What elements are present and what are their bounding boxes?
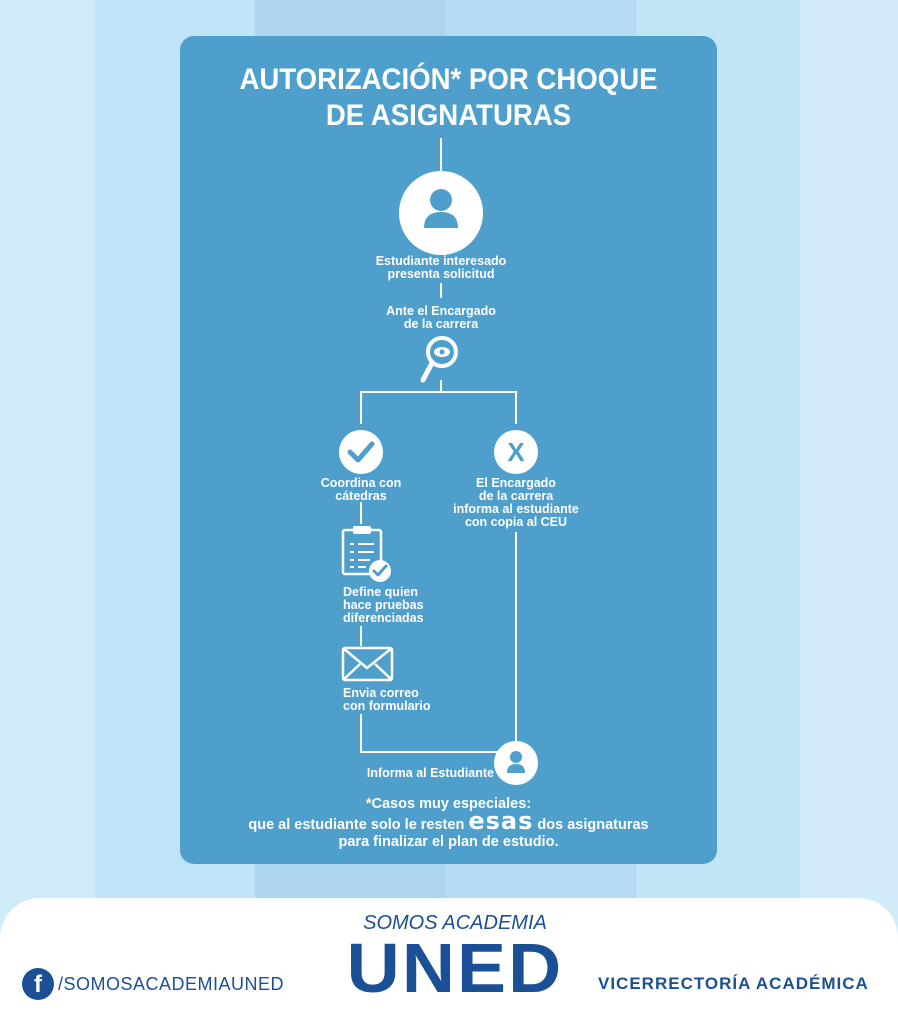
rejected-label: [441, 477, 591, 529]
step2-label: [341, 305, 541, 331]
rejected-label-line-4: con copia al CEU: [464, 515, 568, 529]
step2-label-line-2: de la carrera: [403, 317, 479, 331]
note-line-1: *Casos muy especiales:: [365, 796, 532, 812]
rejected-label-line-3: informa al estudiante: [453, 502, 579, 516]
x-icon-glyph: X: [507, 437, 525, 467]
check-icon: [339, 430, 383, 474]
note-line-2-emphasis: esas: [468, 807, 534, 835]
define-label-line-1: Define quien: [343, 585, 419, 599]
final-label: [340, 767, 494, 780]
facebook-icon[interactable]: [22, 968, 54, 1000]
student-icon: [399, 171, 483, 255]
magnifier-eye-icon: [423, 338, 456, 380]
x-icon: [494, 430, 538, 474]
note-line-3: para finalizar el plan de estudio.: [338, 834, 559, 850]
rejected-label-line-2: de la carrera: [478, 489, 554, 503]
rejected-label-line-1: El Encargado: [476, 476, 556, 490]
step1-label: [341, 255, 541, 281]
department-name: VICERRECTORÍA ACADÉMICA: [598, 974, 869, 993]
title-line-2: DE ASIGNATURAS: [325, 99, 572, 132]
clipboard-check-icon: [343, 526, 391, 582]
step2-label-line-1: Ante el Encargado: [386, 304, 496, 318]
tagline: SOMOS ACADEMIA: [363, 912, 547, 934]
title-line-1: AUTORIZACIÓN* POR CHOQUE: [239, 63, 658, 96]
approved-label: [301, 477, 421, 503]
final-student-icon: [494, 741, 538, 785]
approved-label-line-1: Coordina con: [320, 476, 402, 490]
special-cases-note: [180, 796, 717, 851]
step1-label-line-2: presenta solicitud: [387, 267, 495, 281]
facebook-handle-link[interactable]: /SOMOSACADEMIAUNED: [58, 974, 285, 994]
email-label-line-2: con formulario: [343, 699, 431, 713]
step1-label-line-1: Estudiante interesado: [375, 254, 507, 268]
define-label-line-3: diferenciadas: [343, 611, 424, 625]
approved-label-line-2: cátedras: [335, 489, 387, 503]
email-label: [343, 687, 463, 713]
note-line-2-post: dos asignaturas: [537, 817, 649, 833]
define-label-line-2: hace pruebas: [343, 598, 424, 612]
email-label-line-1: Envia correo: [343, 686, 419, 700]
note-line-2-pre: que al estudiante solo le resten: [248, 817, 465, 833]
uned-logo: UNED: [346, 929, 564, 1007]
connector-email-to-final: [361, 714, 500, 752]
final-label-text: Informa al Estudiante: [366, 766, 494, 780]
define-label: [343, 586, 463, 625]
facebook-icon-glyph: f: [34, 971, 42, 998]
envelope-icon: [343, 648, 392, 680]
note-line-2: [180, 807, 717, 835]
connector-branch: [361, 392, 516, 424]
